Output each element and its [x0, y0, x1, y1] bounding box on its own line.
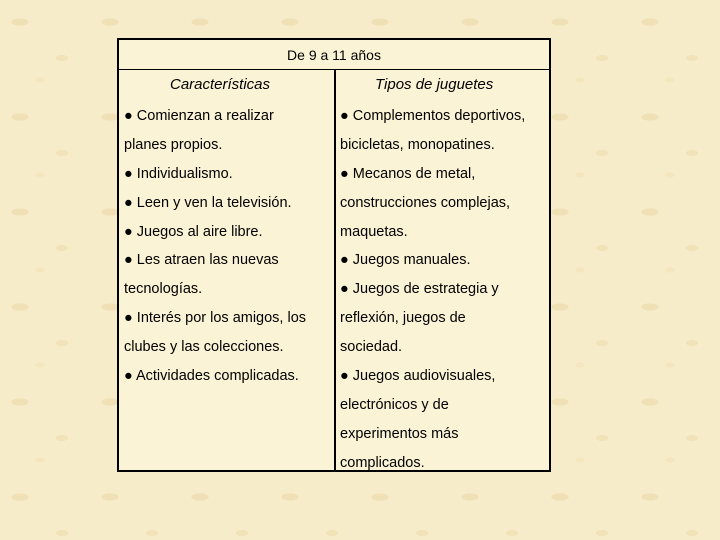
- table-title: De 9 a 11 años: [119, 40, 549, 70]
- toy-types-line: ● Mecanos de metal,: [340, 165, 476, 182]
- toy-types-line: electrónicos y de: [340, 396, 449, 413]
- toy-types-header: Tipos de juguetes: [375, 76, 494, 93]
- characteristics-line: ● Interés por los amigos, los: [124, 310, 307, 327]
- toy-types-list: [340, 102, 548, 478]
- toy-types-line: maquetas.: [340, 223, 408, 240]
- toy-types-line: ● Juegos manuales.: [340, 252, 471, 269]
- characteristics-header: Características: [170, 76, 271, 93]
- characteristics-line: ● Les atraen las nuevas: [124, 252, 279, 269]
- characteristics-line: ● Juegos al aire libre.: [124, 223, 263, 240]
- toy-types-line: bicicletas, monopatines.: [340, 136, 495, 153]
- toy-types-line: complicados.: [340, 454, 425, 471]
- characteristics-line: ● Actividades complicadas.: [124, 368, 299, 385]
- characteristics-line: ● Individualismo.: [124, 165, 233, 182]
- characteristics-list: [124, 102, 332, 391]
- toy-types-line: experimentos más: [340, 425, 459, 442]
- age-toys-table: [117, 38, 551, 472]
- toy-types-line: ● Complementos deportivos,: [340, 108, 526, 124]
- toy-types-line: reflexión, juegos de: [340, 310, 466, 327]
- toy-types-line: ● Juegos audiovisuales,: [340, 368, 496, 385]
- characteristics-line: ● Comienzan a realizar: [124, 108, 274, 124]
- toy-types-line: construcciones complejas,: [340, 194, 511, 211]
- characteristics-line: clubes y las colecciones.: [124, 339, 284, 356]
- characteristics-line: ● Leen y ven la televisión.: [124, 194, 292, 211]
- column-divider: [334, 70, 336, 470]
- characteristics-line: planes propios.: [124, 136, 223, 153]
- toy-types-line: ● Juegos de estrategia y: [340, 281, 499, 298]
- toy-types-line: sociedad.: [340, 339, 403, 356]
- characteristics-line: tecnologías.: [124, 281, 203, 298]
